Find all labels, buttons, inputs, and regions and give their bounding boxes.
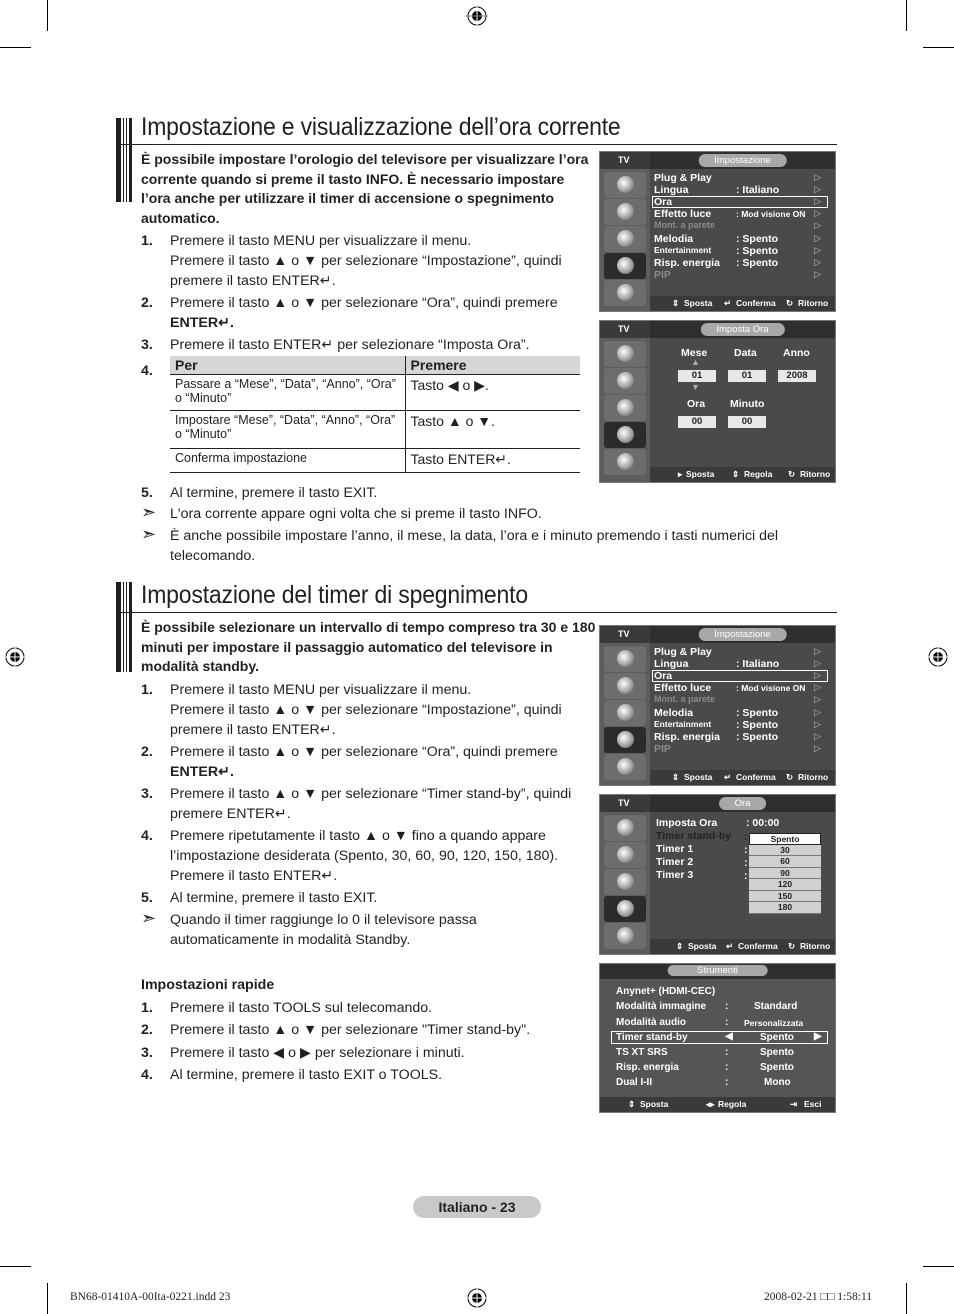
- tv-menu-screen: [599, 625, 836, 786]
- leftright-icon: ▸: [678, 469, 683, 479]
- divider: [116, 144, 837, 145]
- exit-icon: ⇥: [790, 1099, 798, 1109]
- menu-highlight: [652, 670, 828, 682]
- menu-item[interactable]: Lingua: [654, 184, 689, 196]
- updown-icon: ⇕: [676, 941, 684, 951]
- section-title: Impostazione del timer di spegnimento: [141, 581, 528, 609]
- arrow-right-icon: ▷: [814, 172, 821, 182]
- input-menu-icon: [604, 923, 646, 949]
- arrow-right-icon: ▷: [814, 196, 821, 206]
- setup-menu-icon: [604, 253, 646, 279]
- return-icon: ↻: [788, 469, 796, 479]
- menu-item[interactable]: Timer 2: [656, 856, 694, 868]
- registration-mark-icon: [927, 646, 949, 668]
- menu-item: Mont. a parete: [654, 220, 716, 230]
- arrow-right-icon: ▷: [814, 208, 821, 218]
- sound-menu-icon: [604, 368, 646, 394]
- arrow-right-icon: ▷: [814, 694, 821, 704]
- input-menu-icon: [604, 280, 646, 306]
- print-footer-date: 2008-02-21 □□ 1:58:11: [764, 1291, 873, 1303]
- option[interactable]: 150: [749, 891, 821, 903]
- note-arrow-icon: ➣: [141, 908, 157, 928]
- option[interactable]: 180: [749, 902, 821, 914]
- arrow-right-icon: ▷: [814, 233, 821, 243]
- menu-footer: [650, 939, 835, 954]
- footer-label: Sposta: [640, 1099, 669, 1109]
- table-cell: Passare a “Mese”, “Data”, “Anno”, “Ora” o “Minuto”: [170, 375, 405, 411]
- intro-text: È possibile impostare l’orologio del televisore per visualizzare l’ora corrente quando si preme il tasto INFO. È necessario impostare l’ora anche per utilizzare il timer di accensione o spegnimento automatico.: [141, 151, 589, 226]
- option[interactable]: 90: [749, 868, 821, 880]
- footer-label: Sposta: [684, 298, 713, 308]
- menu-value: : Spento: [736, 245, 778, 257]
- footer-label: Ritorno: [800, 941, 831, 951]
- minute-label: Minuto: [730, 398, 765, 410]
- menu-item[interactable]: Anynet+ (HDMI-CEC): [616, 986, 716, 997]
- table-header: Per: [170, 356, 405, 375]
- menu-value: : 00:00: [746, 817, 780, 829]
- menu-header: [650, 626, 835, 643]
- menu-value: : Spento: [736, 233, 778, 245]
- menu-header: [600, 964, 835, 979]
- menu-value: : Spento: [736, 731, 778, 743]
- note-arrow-icon: ➣: [141, 502, 157, 522]
- channel-menu-icon: [604, 226, 646, 252]
- return-icon: ↻: [786, 298, 794, 308]
- picture-menu-icon: [604, 341, 646, 367]
- table-cell: Tasto ◀ o ▶.: [405, 375, 580, 411]
- channel-menu-icon: [604, 700, 646, 726]
- year-field[interactable]: 2008: [778, 370, 816, 382]
- sound-menu-icon: [604, 199, 646, 225]
- menu-value: : Italiano: [736, 658, 780, 670]
- arrow-right-icon: ▷: [814, 646, 821, 656]
- input-menu-icon: [604, 449, 646, 475]
- menu-title: Strumenti: [667, 965, 768, 976]
- input-menu-icon: [604, 754, 646, 780]
- menu-value: Standard: [754, 1001, 798, 1012]
- menu-item: PIP: [654, 743, 671, 755]
- menu-item[interactable]: Modalità audio: [616, 1017, 686, 1028]
- menu-value: Personalizzata: [744, 1018, 804, 1028]
- menu-header: [650, 321, 835, 338]
- timer-options[interactable]: [749, 833, 821, 914]
- registration-mark-icon: [466, 5, 488, 27]
- divider: [116, 612, 837, 613]
- tv-label: TV: [600, 152, 650, 169]
- minute-field[interactable]: 00: [728, 416, 766, 428]
- menu-value: : Spento: [736, 719, 778, 731]
- menu-item[interactable]: Ora: [654, 196, 673, 208]
- menu-item[interactable]: Plug & Play: [654, 646, 712, 658]
- month-field[interactable]: 01: [678, 370, 716, 382]
- menu-item[interactable]: Entertainment: [654, 719, 712, 729]
- menu-item[interactable]: Modalità immagine: [616, 1001, 707, 1012]
- option[interactable]: 60: [749, 856, 821, 868]
- menu-header: [650, 152, 835, 169]
- menu-title: Ora: [719, 797, 767, 810]
- arrow-right-icon: ▷: [814, 220, 821, 230]
- footer-label: Ritorno: [800, 469, 831, 479]
- option[interactable]: 30: [749, 845, 821, 857]
- quick-title: Impostazioni rapide: [141, 977, 275, 993]
- menu-item[interactable]: TS XT SRS: [616, 1047, 668, 1058]
- arrow-right-icon: ▷: [814, 184, 821, 194]
- picture-menu-icon: [604, 172, 646, 198]
- menu-value: Spento: [760, 1032, 794, 1043]
- hour-label: Ora: [687, 398, 706, 410]
- section-bar: [116, 118, 132, 202]
- updown-icon: ⇕: [628, 1099, 636, 1109]
- menu-header: [650, 795, 835, 812]
- menu-title: Impostazione: [698, 628, 787, 641]
- section-title: Impostazione e visualizzazione dell’ora corrente: [141, 113, 621, 141]
- footer-label: Sposta: [686, 469, 715, 479]
- menu-item[interactable]: Effetto luce: [654, 682, 712, 694]
- key-table: [170, 356, 580, 473]
- print-footer-file: BN68-01410A-00Ita-0221.indd 23: [70, 1291, 231, 1303]
- channel-menu-icon: [604, 395, 646, 421]
- menu-highlight: [652, 196, 828, 208]
- tv-timer-screen: TV Ora Imposta Ora : 00:00 Timer stand-by Timer 1 Timer 2 Timer 3 : : : : Spento 30 60 90 120 150 180 ⇕ Sposta ↵ Conferma ↻ Ritorno: [599, 794, 836, 955]
- updown-icon: ⇕: [672, 772, 680, 782]
- arrow-up-icon: ▲: [691, 357, 700, 367]
- footer-label: Regola: [744, 469, 773, 479]
- tv-menu-screen: [599, 151, 836, 312]
- arrow-right-icon: ▷: [814, 682, 821, 692]
- updown-icon: ⇕: [672, 298, 680, 308]
- leftright-icon: ◂▸: [706, 1099, 715, 1109]
- year-label: Anno: [783, 347, 810, 359]
- footer-label: Ritorno: [798, 772, 829, 782]
- menu-footer: [650, 296, 835, 311]
- note-arrow-icon: ➣: [141, 524, 157, 544]
- menu-item[interactable]: Timer 1: [656, 843, 694, 855]
- arrow-down-icon: ▼: [691, 382, 700, 392]
- footer-label: Ritorno: [798, 298, 829, 308]
- menu-item[interactable]: Plug & Play: [654, 172, 712, 184]
- table-cell: Conferma impostazione: [170, 449, 405, 473]
- option[interactable]: Spento: [749, 833, 821, 845]
- picture-menu-icon: [604, 646, 646, 672]
- arrow-right-icon: ▷: [814, 743, 821, 753]
- menu-value: : Mod visione ON: [736, 209, 806, 219]
- menu-value: : Spento: [736, 257, 778, 269]
- menu-item[interactable]: Timer stand-by: [656, 830, 732, 842]
- menu-value: Mono: [764, 1077, 791, 1088]
- menu-title: Impostazione: [698, 154, 787, 167]
- menu-item[interactable]: Melodia: [654, 707, 694, 719]
- menu-value: Spento: [760, 1047, 794, 1058]
- return-icon: ↻: [786, 772, 794, 782]
- arrow-right-icon: ▷: [814, 670, 821, 680]
- setup-menu-icon: [604, 896, 646, 922]
- arrow-right-icon: ▷: [814, 269, 821, 279]
- hour-field[interactable]: 00: [678, 416, 716, 428]
- page-number: Italiano - 23: [413, 1196, 541, 1218]
- arrow-right-icon: ▷: [814, 245, 821, 255]
- arrow-right-icon: ▷: [814, 731, 821, 741]
- table-cell: Tasto ▲ o ▼.: [405, 411, 580, 449]
- intro-text: È possibile selezionare un intervallo di tempo compreso tra 30 e 180 minuti per impostare il passaggio automatico del televisore in modalità standby.: [141, 619, 596, 675]
- return-icon: ↻: [788, 941, 796, 951]
- arrow-right-icon: ▷: [814, 707, 821, 717]
- tv-label: TV: [600, 795, 650, 812]
- menu-item[interactable]: Risp. energia: [654, 257, 720, 269]
- menu-item[interactable]: Lingua: [654, 658, 689, 670]
- date-field[interactable]: 01: [728, 370, 766, 382]
- table-header: Premere: [405, 356, 580, 375]
- menu-item: PIP: [654, 269, 671, 281]
- footer-label: Sposta: [688, 941, 717, 951]
- menu-item[interactable]: Risp. energia: [654, 731, 720, 743]
- footer-label: Esci: [804, 1099, 822, 1109]
- date-label: Data: [734, 347, 757, 359]
- menu-item[interactable]: Melodia: [654, 233, 694, 245]
- arrow-right-icon: ▷: [814, 719, 821, 729]
- menu-value: : Mod visione ON: [736, 683, 806, 693]
- menu-item[interactable]: Timer stand-by: [616, 1032, 688, 1043]
- menu-item[interactable]: Effetto luce: [654, 208, 712, 220]
- arrow-left-icon[interactable]: ◀: [725, 1031, 733, 1042]
- arrow-right-icon: ▷: [814, 257, 821, 267]
- footer-label: Conferma: [738, 941, 778, 951]
- footer-label: Conferma: [736, 298, 776, 308]
- registration-mark-icon: [4, 646, 26, 668]
- setup-menu-icon: [604, 727, 646, 753]
- menu-item: Mont. a parete: [654, 694, 716, 704]
- updown-icon: ⇕: [732, 469, 740, 479]
- picture-menu-icon: [604, 815, 646, 841]
- footer-label: Sposta: [684, 772, 713, 782]
- setup-menu-icon: [604, 422, 646, 448]
- menu-value: : Italiano: [736, 184, 780, 196]
- footer-label: Conferma: [736, 772, 776, 782]
- sound-menu-icon: [604, 673, 646, 699]
- menu-value: Spento: [760, 1062, 794, 1073]
- enter-icon: ↵: [724, 772, 732, 782]
- tv-clock-screen: [599, 320, 836, 483]
- menu-footer: [600, 1097, 835, 1112]
- registration-mark-icon: [466, 1287, 488, 1309]
- menu-item[interactable]: Timer 3: [656, 869, 694, 881]
- menu-value: : Spento: [736, 707, 778, 719]
- arrow-right-icon: ▷: [814, 658, 821, 668]
- tv-label: TV: [600, 321, 650, 338]
- sound-menu-icon: [604, 842, 646, 868]
- menu-item[interactable]: Entertainment: [654, 245, 712, 255]
- menu-title: Imposta Ora: [700, 323, 784, 336]
- option[interactable]: 120: [749, 879, 821, 891]
- menu-item[interactable]: Ora: [654, 670, 673, 682]
- month-label: Mese: [681, 347, 708, 359]
- arrow-right-icon[interactable]: ▶: [814, 1031, 822, 1042]
- menu-item[interactable]: Imposta Ora: [656, 817, 718, 829]
- tv-label: TV: [600, 626, 650, 643]
- section-bar: [116, 582, 132, 672]
- menu-footer: [650, 467, 835, 482]
- menu-item[interactable]: Risp. energia: [616, 1062, 679, 1073]
- menu-footer: [650, 770, 835, 785]
- table-cell: Impostare “Mese”, “Data”, “Anno”, “Ora” o “Minuto”: [170, 411, 405, 449]
- enter-icon: ↵: [726, 941, 734, 951]
- tv-tools-screen: Strumenti Anynet+ (HDMI-CEC) Modalità immagine : Standard Modalità audio : Personalizzata Timer stand-by ◀ Spento ▶ TS XT SRS : Spento Risp. energia : Spento Dual I-II : Mono ⇕ Sposta ◂▸ Regola ⇥ Esci: [599, 963, 836, 1113]
- footer-label: Regola: [718, 1099, 747, 1109]
- enter-icon: ↵: [724, 298, 732, 308]
- menu-item[interactable]: Dual I-II: [616, 1077, 653, 1088]
- table-cell: Tasto ENTER↵.: [405, 449, 580, 473]
- channel-menu-icon: [604, 869, 646, 895]
